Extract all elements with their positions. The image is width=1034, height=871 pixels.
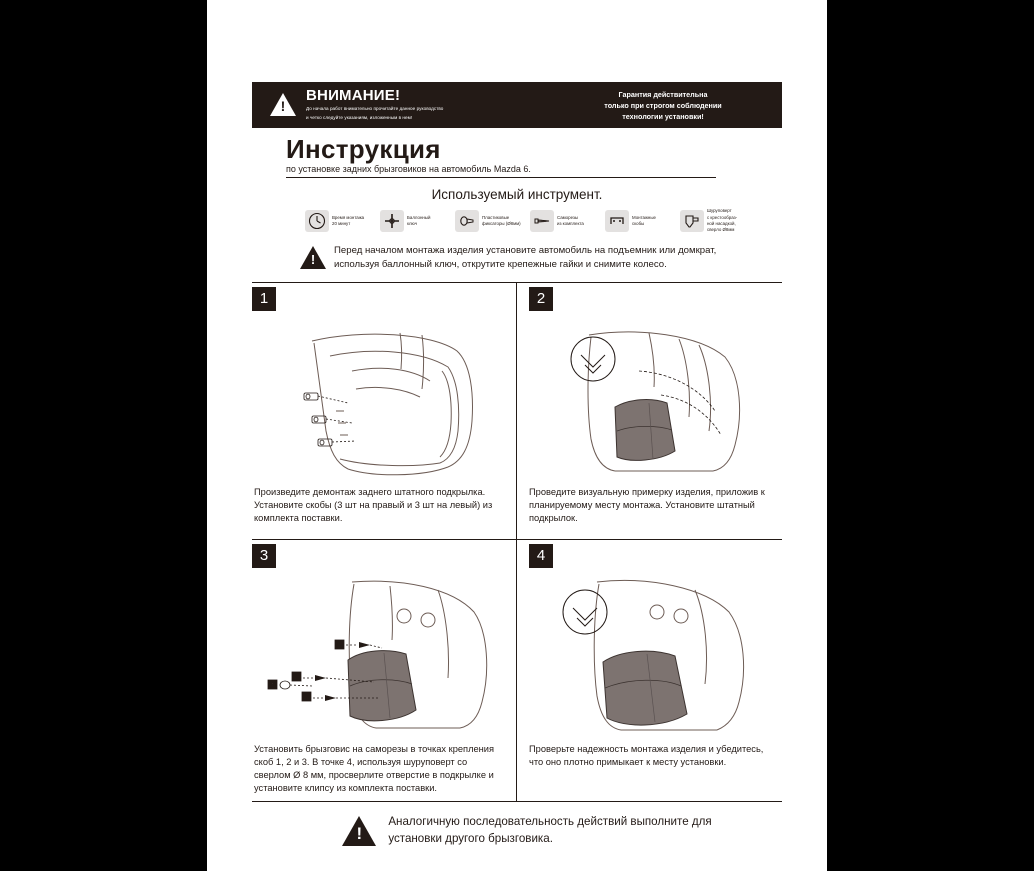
warning-subtitle-line2: и четко следуйте указаниям, изложенным в нем!	[306, 115, 413, 121]
step-3	[252, 539, 517, 802]
warning-triangle-icon: !	[270, 93, 296, 117]
tools-list	[252, 208, 782, 234]
tool-label-line2: ключ	[407, 221, 418, 227]
tool-label-line2: фиксаторы (Ø8мм)	[482, 221, 521, 227]
prenote-line1: Перед началом монтажа изделия установите автомобиль на подъемник или домкрат,	[334, 244, 717, 256]
step-2	[517, 283, 782, 539]
warning-triangle-icon: !	[342, 816, 376, 847]
steps-grid	[252, 282, 782, 802]
mudflap-body	[603, 651, 687, 725]
page-title: Инструкция	[286, 134, 441, 164]
tool-label-line3: ной насадкой,	[707, 221, 736, 227]
pre-installation-note	[252, 244, 782, 272]
step-caption: Проведите визуальную примерку изделия, приложив к планируемому месту монтажа. Установите штатный подкрылок.	[529, 486, 765, 523]
tool-label	[482, 215, 524, 228]
guarantee-note	[558, 89, 768, 122]
step-caption: Установить брызговис на саморезы в точках крепления скоб 1, 2 и 3. В точке 4, используя шуруповерт со сверлом Ø 8 мм, просверлите отверстие в подкрылке и установите клипсу из комплекта поставки.	[254, 743, 495, 794]
tools-heading: Используемый инструмент.	[431, 187, 603, 203]
clock-icon	[305, 210, 329, 232]
tool-label	[407, 215, 449, 228]
tool-item	[305, 208, 374, 234]
closing-note	[252, 814, 782, 848]
step-caption: Проверьте надежность монтажа изделия и убедитесь, что оно плотно примыкает к месту установки.	[529, 743, 764, 767]
tool-label-line2: скобы	[632, 221, 645, 227]
tool-item	[380, 208, 449, 234]
tool-label	[332, 215, 374, 228]
closing-note-text	[388, 814, 711, 848]
step-number: 2	[529, 287, 553, 311]
svg-text:2: 2	[294, 674, 298, 682]
tool-label	[707, 208, 749, 234]
tool-label-line4: сверло Ø8мм	[707, 227, 735, 233]
tool-label-line1: Монтажные	[632, 214, 656, 220]
tool-label-line2: из комплекта	[557, 221, 584, 227]
step-number: 4	[529, 544, 553, 568]
step-1	[252, 283, 517, 539]
tool-label-line2: 20 минут	[332, 221, 351, 227]
mudflap-test-fit-diagram	[529, 311, 782, 486]
wheel-arch-liner-removal-diagram	[252, 311, 504, 486]
tool-label-line1: Время монтажа	[332, 214, 365, 220]
screwdriver-icon	[680, 210, 704, 232]
tool-item	[530, 208, 599, 234]
pre-installation-note-text	[334, 244, 716, 272]
screw-icon	[530, 210, 554, 232]
mounting-bracket-icon	[605, 210, 629, 232]
step-caption: Произведите демонтаж заднего штатного подкрылка. Установите скобы (3 шт на правый и 3 шт на левый) из комплекта поставки.	[254, 486, 493, 523]
prenote-line2: используя баллонный ключ, открутите крепежные гайки и снимите колесо.	[334, 258, 667, 270]
tool-item	[455, 208, 524, 234]
svg-text:4: 4	[270, 682, 274, 690]
step-number: 1	[252, 287, 276, 311]
hands-icon	[563, 590, 607, 634]
lug-wrench-icon	[380, 210, 404, 232]
svg-text:1: 1	[337, 642, 341, 650]
page-subtitle: по установке задних брызговиков на автомобиль Mazda 6.	[286, 164, 716, 178]
guarantee-line1: Гарантия действительна	[618, 90, 708, 99]
tool-label-line1: Баллонный	[407, 214, 431, 220]
warning-text-block	[306, 88, 443, 122]
svg-text:3: 3	[304, 694, 308, 702]
mudflap-body	[348, 650, 416, 720]
tool-label-line1: Шуруповерт	[707, 208, 732, 214]
instruction-sheet	[252, 82, 782, 852]
tool-label-line1: Пластиковые	[482, 214, 510, 220]
mudflap-installed-check-diagram	[529, 568, 782, 743]
hands-icon	[571, 337, 615, 381]
steps-bottom-rule	[252, 801, 782, 802]
warning-subtitle-line1: До начала работ внимательно прочитайте данное руководство	[306, 106, 444, 112]
tool-label	[557, 215, 599, 228]
mudflap-screw-points-diagram	[252, 568, 504, 743]
warning-title: ВНИМАНИЕ!	[306, 86, 401, 104]
guarantee-line3: технологии установки!	[622, 112, 704, 122]
tool-item	[680, 208, 749, 234]
document-page	[207, 0, 827, 871]
instruction-heading-block	[252, 136, 782, 178]
tool-label	[632, 215, 674, 228]
step-4	[517, 539, 782, 802]
tool-label-line1: Саморезы	[557, 214, 579, 220]
warning-header	[252, 82, 782, 128]
footnote-line2: установки другого брызговика.	[388, 832, 553, 846]
mudflap-body	[615, 399, 675, 460]
guarantee-line2: только при строгом соблюдении	[604, 101, 722, 111]
tool-label-line2: с крестообраз-	[707, 214, 738, 220]
warning-triangle-icon: !	[300, 246, 326, 270]
step-number: 3	[252, 544, 276, 568]
footnote-line1: Аналогичную последовательность действий выполните для	[388, 815, 712, 829]
plastic-clip-icon	[455, 210, 479, 232]
tool-item	[605, 208, 674, 234]
